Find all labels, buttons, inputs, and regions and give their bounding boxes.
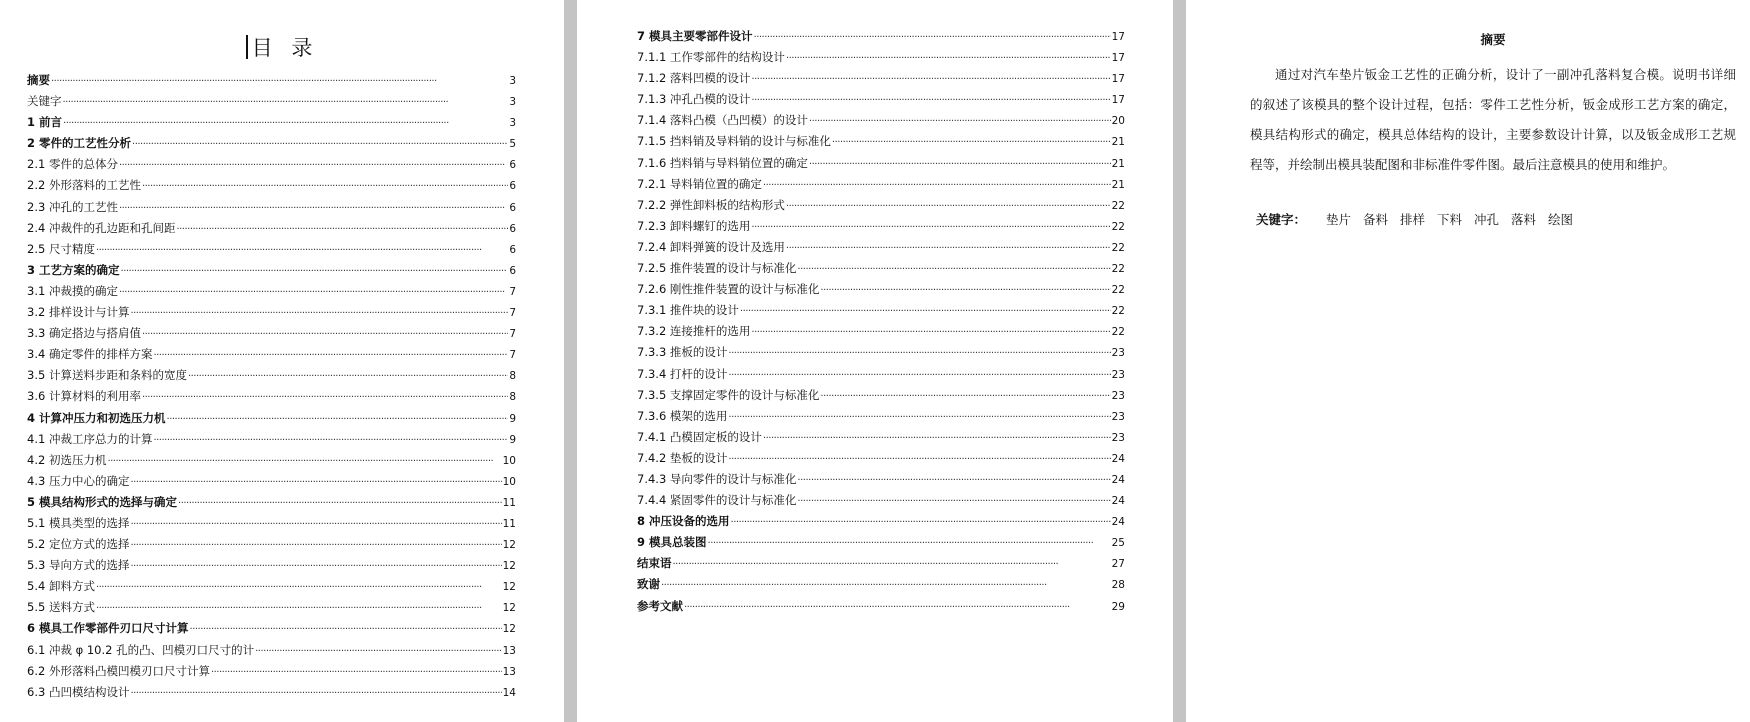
toc-page-number: 17	[1111, 94, 1125, 107]
toc-entry[interactable]	[27, 239, 516, 260]
toc-page-number: 5	[509, 138, 516, 151]
toc-page-number: 17	[1111, 31, 1125, 43]
toc-dot-leader	[119, 198, 508, 219]
toc-entry-title: 5.3 导向方式的选择	[27, 558, 130, 573]
text-cursor	[246, 35, 248, 59]
toc-page-number: 7	[509, 349, 516, 362]
toc-dot-leader	[797, 470, 1110, 491]
toc-dot-leader	[51, 71, 508, 92]
toc-page-number: 29	[1111, 600, 1125, 613]
toc-dot-leader	[119, 282, 508, 303]
toc-page-number: 24	[1111, 495, 1125, 508]
toc-dot-leader	[190, 619, 502, 640]
toc-entry-title: 参考文献	[637, 598, 683, 613]
toc-entry[interactable]	[27, 91, 516, 112]
toc-dot-leader	[797, 491, 1110, 512]
toc-entry-title: 7.1.2 落料凹模的设计	[637, 71, 751, 86]
toc-dot-leader	[786, 196, 1111, 217]
toc-title-text: 目 录	[251, 36, 319, 60]
toc-dot-leader	[167, 409, 509, 430]
toc-dot-leader	[763, 428, 1111, 449]
toc-page-number: 11	[502, 517, 516, 530]
toc-page-number: 24	[1111, 452, 1125, 465]
toc-entry-title: 2.3 冲孔的工艺性	[27, 199, 118, 214]
toc-page-number: 12	[502, 581, 516, 594]
toc-entry-title: 关键字	[27, 94, 62, 109]
toc-dot-leader	[142, 176, 508, 197]
toc-entry-title: 7.4.4 紧固零件的设计与标准化	[637, 493, 797, 508]
toc-dot-leader	[751, 90, 1110, 111]
toc-page-number: 8	[509, 370, 516, 383]
keywords-line	[1250, 210, 1736, 230]
toc-entry[interactable]	[27, 492, 516, 513]
toc-page-number: 12	[502, 602, 516, 615]
toc-entry-title: 2.2 外形落料的工艺性	[27, 178, 141, 193]
toc-entry[interactable]	[27, 640, 516, 661]
toc-entry-title: 6.2 外形落料凸模凹模刃口尺寸计算	[27, 663, 210, 678]
toc-entry-title: 7.2.3 卸料螺钉的选用	[637, 218, 751, 233]
toc-entry-title: 5.1 模具类型的选择	[27, 515, 130, 530]
toc-dot-leader	[130, 683, 501, 704]
toc-dot-leader	[142, 387, 508, 408]
toc-entry[interactable]	[637, 47, 1125, 68]
toc-page-number: 10	[502, 454, 516, 467]
keyword-item: 排样	[1400, 212, 1426, 227]
toc-page-number: 8	[509, 391, 516, 404]
toc-page-number: 13	[502, 644, 516, 657]
toc-entry[interactable]	[27, 450, 516, 471]
toc-entry-title: 2 零件的工艺性分析	[27, 136, 132, 151]
toc-page-number: 27	[1111, 558, 1125, 571]
toc-page-number: 6	[509, 264, 516, 277]
toc-entry[interactable]	[637, 237, 1125, 258]
toc-entry[interactable]	[637, 258, 1125, 279]
toc-entry[interactable]	[27, 260, 516, 281]
toc-page-number: 23	[1111, 389, 1125, 402]
abstract-body: 通过对汽车垫片钣金工艺性的正确分析，设计了一副冲孔落料复合模。说明书详细的叙述了该模具的整个设计过程，包括：零件工艺性分析，钣金成形工艺方案的确定，模具结构形式的确定，模具总体结构的设计，主要参数设计计算，以及钣金成形工艺规程等，并绘制出模具装配图和非标准件零件图。最后注意模具的使用和维护。	[1250, 67, 1736, 172]
keyword-item: 冲孔	[1474, 212, 1500, 227]
toc-dot-leader	[661, 575, 1111, 596]
toc-entry[interactable]	[27, 386, 516, 407]
toc-entry[interactable]	[27, 513, 516, 534]
toc-entry-title: 4.3 压力中心的确定	[27, 473, 130, 488]
toc-dot-leader	[153, 345, 508, 366]
toc-dot-leader	[211, 662, 502, 683]
toc-page-number: 6	[509, 180, 516, 193]
toc-entry[interactable]	[27, 429, 516, 450]
toc-entry[interactable]	[637, 364, 1125, 385]
toc-entry[interactable]	[27, 154, 516, 175]
toc-page-number: 23	[1111, 431, 1125, 444]
toc-entry[interactable]	[27, 555, 516, 576]
toc-entry[interactable]	[27, 597, 516, 618]
keyword-item: 下料	[1437, 212, 1463, 227]
toc-entry[interactable]	[27, 618, 516, 639]
toc-entry-title: 5.5 送料方式	[27, 600, 95, 615]
toc-page-number: 21	[1111, 157, 1125, 170]
toc-entry-title: 7.3.2 连接推杆的选用	[637, 324, 751, 339]
toc-dot-leader	[832, 132, 1111, 153]
toc-page-number: 3	[509, 75, 516, 87]
toc-page-number: 28	[1111, 579, 1125, 592]
toc-entry-title: 4.2 初选压力机	[27, 452, 107, 467]
toc-entry-title: 5 模具结构形式的选择与确定	[27, 494, 178, 509]
toc-page-number: 22	[1111, 326, 1125, 339]
toc-entry-title: 3.4 确定零件的排样方案	[27, 347, 153, 362]
toc-dot-leader	[153, 430, 508, 451]
toc-entry-title: 7.1.3 冲孔凸模的设计	[637, 92, 751, 107]
toc-entry-title: 7.4.1 凸模固定板的设计	[637, 429, 762, 444]
toc-dot-leader	[754, 27, 1111, 48]
toc-entry[interactable]	[637, 68, 1125, 89]
toc-entry[interactable]	[27, 281, 516, 302]
toc-page-number: 21	[1111, 136, 1125, 149]
toc-dot-leader	[708, 533, 1111, 554]
toc-entry-title: 结束语	[637, 556, 672, 571]
toc-page-number: 6	[509, 201, 516, 214]
toc-entry-title: 7.2.6 刚性推件装置的设计与标准化	[637, 282, 820, 297]
toc-entry[interactable]	[637, 427, 1125, 448]
toc-entry-title: 7 模具主要零部件设计	[637, 29, 753, 43]
toc-dot-leader	[820, 386, 1110, 407]
toc-dot-leader	[96, 577, 502, 598]
toc-list-page-2	[637, 26, 1125, 617]
toc-page-number: 6	[509, 159, 516, 172]
toc-title	[0, 34, 564, 62]
toc-page-number: 22	[1111, 241, 1125, 254]
toc-entry-title: 7.2.5 推件装置的设计与标准化	[637, 261, 797, 276]
abstract-section	[1250, 30, 1736, 230]
keyword-item: 垫片	[1326, 212, 1352, 227]
toc-dot-leader	[96, 598, 502, 619]
toc-entry[interactable]	[637, 216, 1125, 237]
toc-entry[interactable]	[27, 365, 516, 386]
toc-entry[interactable]	[27, 70, 516, 91]
toc-entry[interactable]	[637, 26, 1125, 47]
toc-dot-leader	[63, 113, 508, 134]
toc-page-number: 10	[502, 475, 516, 488]
toc-dot-leader	[119, 155, 508, 176]
toc-entry[interactable]	[27, 576, 516, 597]
toc-dot-leader	[96, 240, 508, 261]
toc-entry[interactable]	[27, 175, 516, 196]
toc-entry-title: 3.5 计算送料步距和条料的宽度	[27, 368, 187, 383]
toc-page-number: 9	[509, 412, 516, 425]
toc-page-number: 23	[1111, 410, 1125, 423]
keyword-item: 绘图	[1548, 212, 1574, 227]
toc-entry-title: 7.3.5 支撑固定零件的设计与标准化	[637, 387, 820, 402]
abstract-heading: 摘要	[1480, 32, 1506, 47]
toc-entry-title: 3.6 计算材料的利用率	[27, 389, 141, 404]
toc-page-number: 3	[509, 117, 516, 130]
toc-entry[interactable]	[27, 112, 516, 133]
toc-entry-title: 6.3 凸凹模结构设计	[27, 684, 130, 699]
toc-dot-leader	[132, 134, 508, 155]
toc-page-number: 12	[502, 560, 516, 573]
toc-entry[interactable]	[637, 406, 1125, 427]
toc-dot-leader	[728, 407, 1110, 428]
toc-dot-leader	[130, 303, 508, 324]
toc-entry-title: 2.5 尺寸精度	[27, 241, 95, 256]
toc-entry[interactable]	[27, 661, 516, 682]
toc-page-number: 22	[1111, 263, 1125, 276]
toc-page-number: 6	[509, 243, 516, 256]
toc-page-number: 7	[509, 307, 516, 320]
toc-entry[interactable]	[27, 323, 516, 344]
toc-page-number: 25	[1111, 537, 1125, 550]
toc-entry-title: 3.3 确定搭边与搭肩值	[27, 326, 141, 341]
toc-entry-title: 7.3.3 推板的设计	[637, 345, 728, 360]
toc-entry-title: 5.4 卸料方式	[27, 579, 95, 594]
toc-entry[interactable]	[27, 133, 516, 154]
toc-page-number: 24	[1111, 473, 1125, 486]
toc-entry-title: 7.3.6 模架的选用	[637, 408, 728, 423]
toc-entry[interactable]	[637, 153, 1125, 174]
toc-dot-leader	[763, 175, 1111, 196]
toc-entry-title: 7.1.4 落料凸模（凸凹模）的设计	[637, 113, 808, 128]
toc-page-1	[0, 0, 564, 722]
toc-dot-leader	[673, 554, 1111, 575]
toc-dot-leader	[107, 451, 501, 472]
toc-dot-leader	[130, 472, 501, 493]
toc-page-number: 11	[502, 496, 516, 509]
toc-page-number: 17	[1111, 73, 1125, 86]
toc-entry-title: 3 工艺方案的确定	[27, 262, 120, 277]
toc-page-number: 22	[1111, 199, 1125, 212]
keyword-item: 落料	[1511, 212, 1537, 227]
toc-dot-leader	[820, 280, 1110, 301]
toc-page-number: 9	[509, 433, 516, 446]
toc-entry-title: 7.3.1 推件块的设计	[637, 303, 739, 318]
keywords-label: 关键字：	[1256, 212, 1307, 227]
toc-page-number: 6	[509, 222, 516, 235]
toc-entry[interactable]	[27, 682, 516, 703]
toc-dot-leader	[786, 48, 1111, 69]
toc-entry[interactable]	[637, 490, 1125, 511]
toc-entry-title: 7.4.2 垫板的设计	[637, 450, 728, 465]
toc-dot-leader	[751, 217, 1110, 238]
toc-entry[interactable]	[27, 408, 516, 429]
toc-dot-leader	[188, 366, 508, 387]
toc-entry[interactable]	[27, 344, 516, 365]
toc-dot-leader	[130, 535, 501, 556]
toc-entry-title: 7.2.4 卸料弹簧的设计及选用	[637, 239, 785, 254]
toc-dot-leader	[728, 343, 1110, 364]
toc-entry-title: 3.1 冲裁摸的确定	[27, 283, 118, 298]
abstract-page	[1186, 0, 1750, 722]
toc-entry[interactable]	[637, 596, 1125, 617]
toc-entry[interactable]	[637, 342, 1125, 363]
toc-entry-title: 8 冲压设备的选用	[637, 514, 730, 529]
toc-dot-leader	[740, 301, 1111, 322]
toc-page-number: 3	[509, 96, 516, 109]
toc-entry[interactable]	[637, 511, 1125, 532]
toc-dot-leader	[809, 111, 1111, 132]
toc-dot-leader	[728, 449, 1110, 470]
toc-dot-leader	[178, 493, 502, 514]
toc-dot-leader	[684, 597, 1111, 618]
toc-entry-title: 1 前言	[27, 115, 63, 130]
toc-dot-leader	[728, 365, 1110, 386]
toc-entry[interactable]	[637, 300, 1125, 321]
toc-page-number: 23	[1111, 347, 1125, 360]
toc-entry[interactable]	[637, 321, 1125, 342]
toc-dot-leader	[121, 261, 509, 282]
toc-page-number: 17	[1111, 52, 1125, 65]
toc-entry-title: 3.2 排样设计与计算	[27, 305, 130, 320]
toc-entry[interactable]	[637, 469, 1125, 490]
toc-page-number: 23	[1111, 368, 1125, 381]
toc-page-number: 14	[502, 686, 516, 699]
toc-dot-leader	[797, 259, 1110, 280]
toc-entry[interactable]	[637, 131, 1125, 152]
toc-entry-title: 7.1.5 挡料销及导料销的设计与标准化	[637, 134, 831, 149]
toc-entry[interactable]	[637, 279, 1125, 300]
toc-page-number: 21	[1111, 178, 1125, 191]
toc-entry[interactable]	[27, 218, 516, 239]
toc-page-number: 7	[509, 285, 516, 298]
toc-page-number: 13	[502, 665, 516, 678]
toc-entry-title: 7.2.2 弹性卸料板的结构形式	[637, 197, 785, 212]
toc-entry[interactable]	[27, 534, 516, 555]
toc-entry-title: 9 模具总装图	[637, 535, 707, 550]
toc-entry-title: 5.2 定位方式的选择	[27, 537, 130, 552]
toc-entry[interactable]	[637, 174, 1125, 195]
toc-entry-title: 7.1.1 工作零部件的结构设计	[637, 50, 785, 65]
toc-page-number: 24	[1111, 516, 1125, 529]
toc-dot-leader	[130, 556, 501, 577]
toc-entry[interactable]	[637, 385, 1125, 406]
toc-page-number: 12	[502, 623, 516, 636]
toc-entry[interactable]	[637, 448, 1125, 469]
toc-entry-title: 4 计算冲压力和初选压力机	[27, 410, 166, 425]
toc-entry[interactable]	[637, 195, 1125, 216]
toc-entry-title: 7.2.1 导料销位置的确定	[637, 176, 762, 191]
toc-dot-leader	[176, 219, 508, 240]
toc-dot-leader	[255, 641, 502, 662]
toc-entry-title: 摘要	[27, 73, 50, 87]
toc-dot-leader	[809, 154, 1111, 175]
toc-entry[interactable]	[637, 553, 1125, 574]
toc-entry[interactable]	[637, 574, 1125, 595]
toc-entry-title: 致谢	[637, 577, 660, 592]
toc-dot-leader	[751, 69, 1110, 90]
toc-entry[interactable]	[637, 89, 1125, 110]
toc-dot-leader	[751, 322, 1110, 343]
toc-entry-title: 6.1 冲裁 φ 10.2 孔的凸、凹模刃口尺寸的计	[27, 642, 255, 657]
toc-entry-title: 4.1 冲裁工序总力的计算	[27, 431, 153, 446]
toc-list-page-1	[27, 70, 516, 703]
toc-entry-title: 7.4.3 导向零件的设计与标准化	[637, 471, 797, 486]
toc-page-number: 12	[502, 539, 516, 552]
toc-dot-leader	[63, 92, 509, 113]
toc-page-number: 22	[1111, 284, 1125, 297]
toc-entry[interactable]	[637, 110, 1125, 131]
toc-page-number: 22	[1111, 220, 1125, 233]
toc-entry[interactable]	[637, 532, 1125, 553]
toc-page-number: 7	[509, 328, 516, 341]
toc-entry-title: 7.1.6 挡料销与导料销位置的确定	[637, 155, 808, 170]
toc-entry-title: 6 模具工作零部件刃口尺寸计算	[27, 621, 189, 636]
toc-page-2	[577, 0, 1173, 722]
toc-entry[interactable]	[27, 302, 516, 323]
toc-entry-title: 2.1 零件的总体分	[27, 157, 118, 172]
toc-entry[interactable]	[27, 197, 516, 218]
toc-entry-title: 2.4 冲裁件的孔边距和孔间距	[27, 220, 176, 235]
toc-page-number: 22	[1111, 305, 1125, 318]
keyword-item: 备料	[1363, 212, 1389, 227]
toc-page-number: 20	[1111, 115, 1125, 128]
toc-entry[interactable]	[27, 471, 516, 492]
toc-entry-title: 7.3.4 打杆的设计	[637, 366, 728, 381]
toc-dot-leader	[130, 514, 501, 535]
toc-dot-leader	[731, 512, 1111, 533]
toc-dot-leader	[142, 324, 508, 345]
toc-dot-leader	[786, 238, 1111, 259]
